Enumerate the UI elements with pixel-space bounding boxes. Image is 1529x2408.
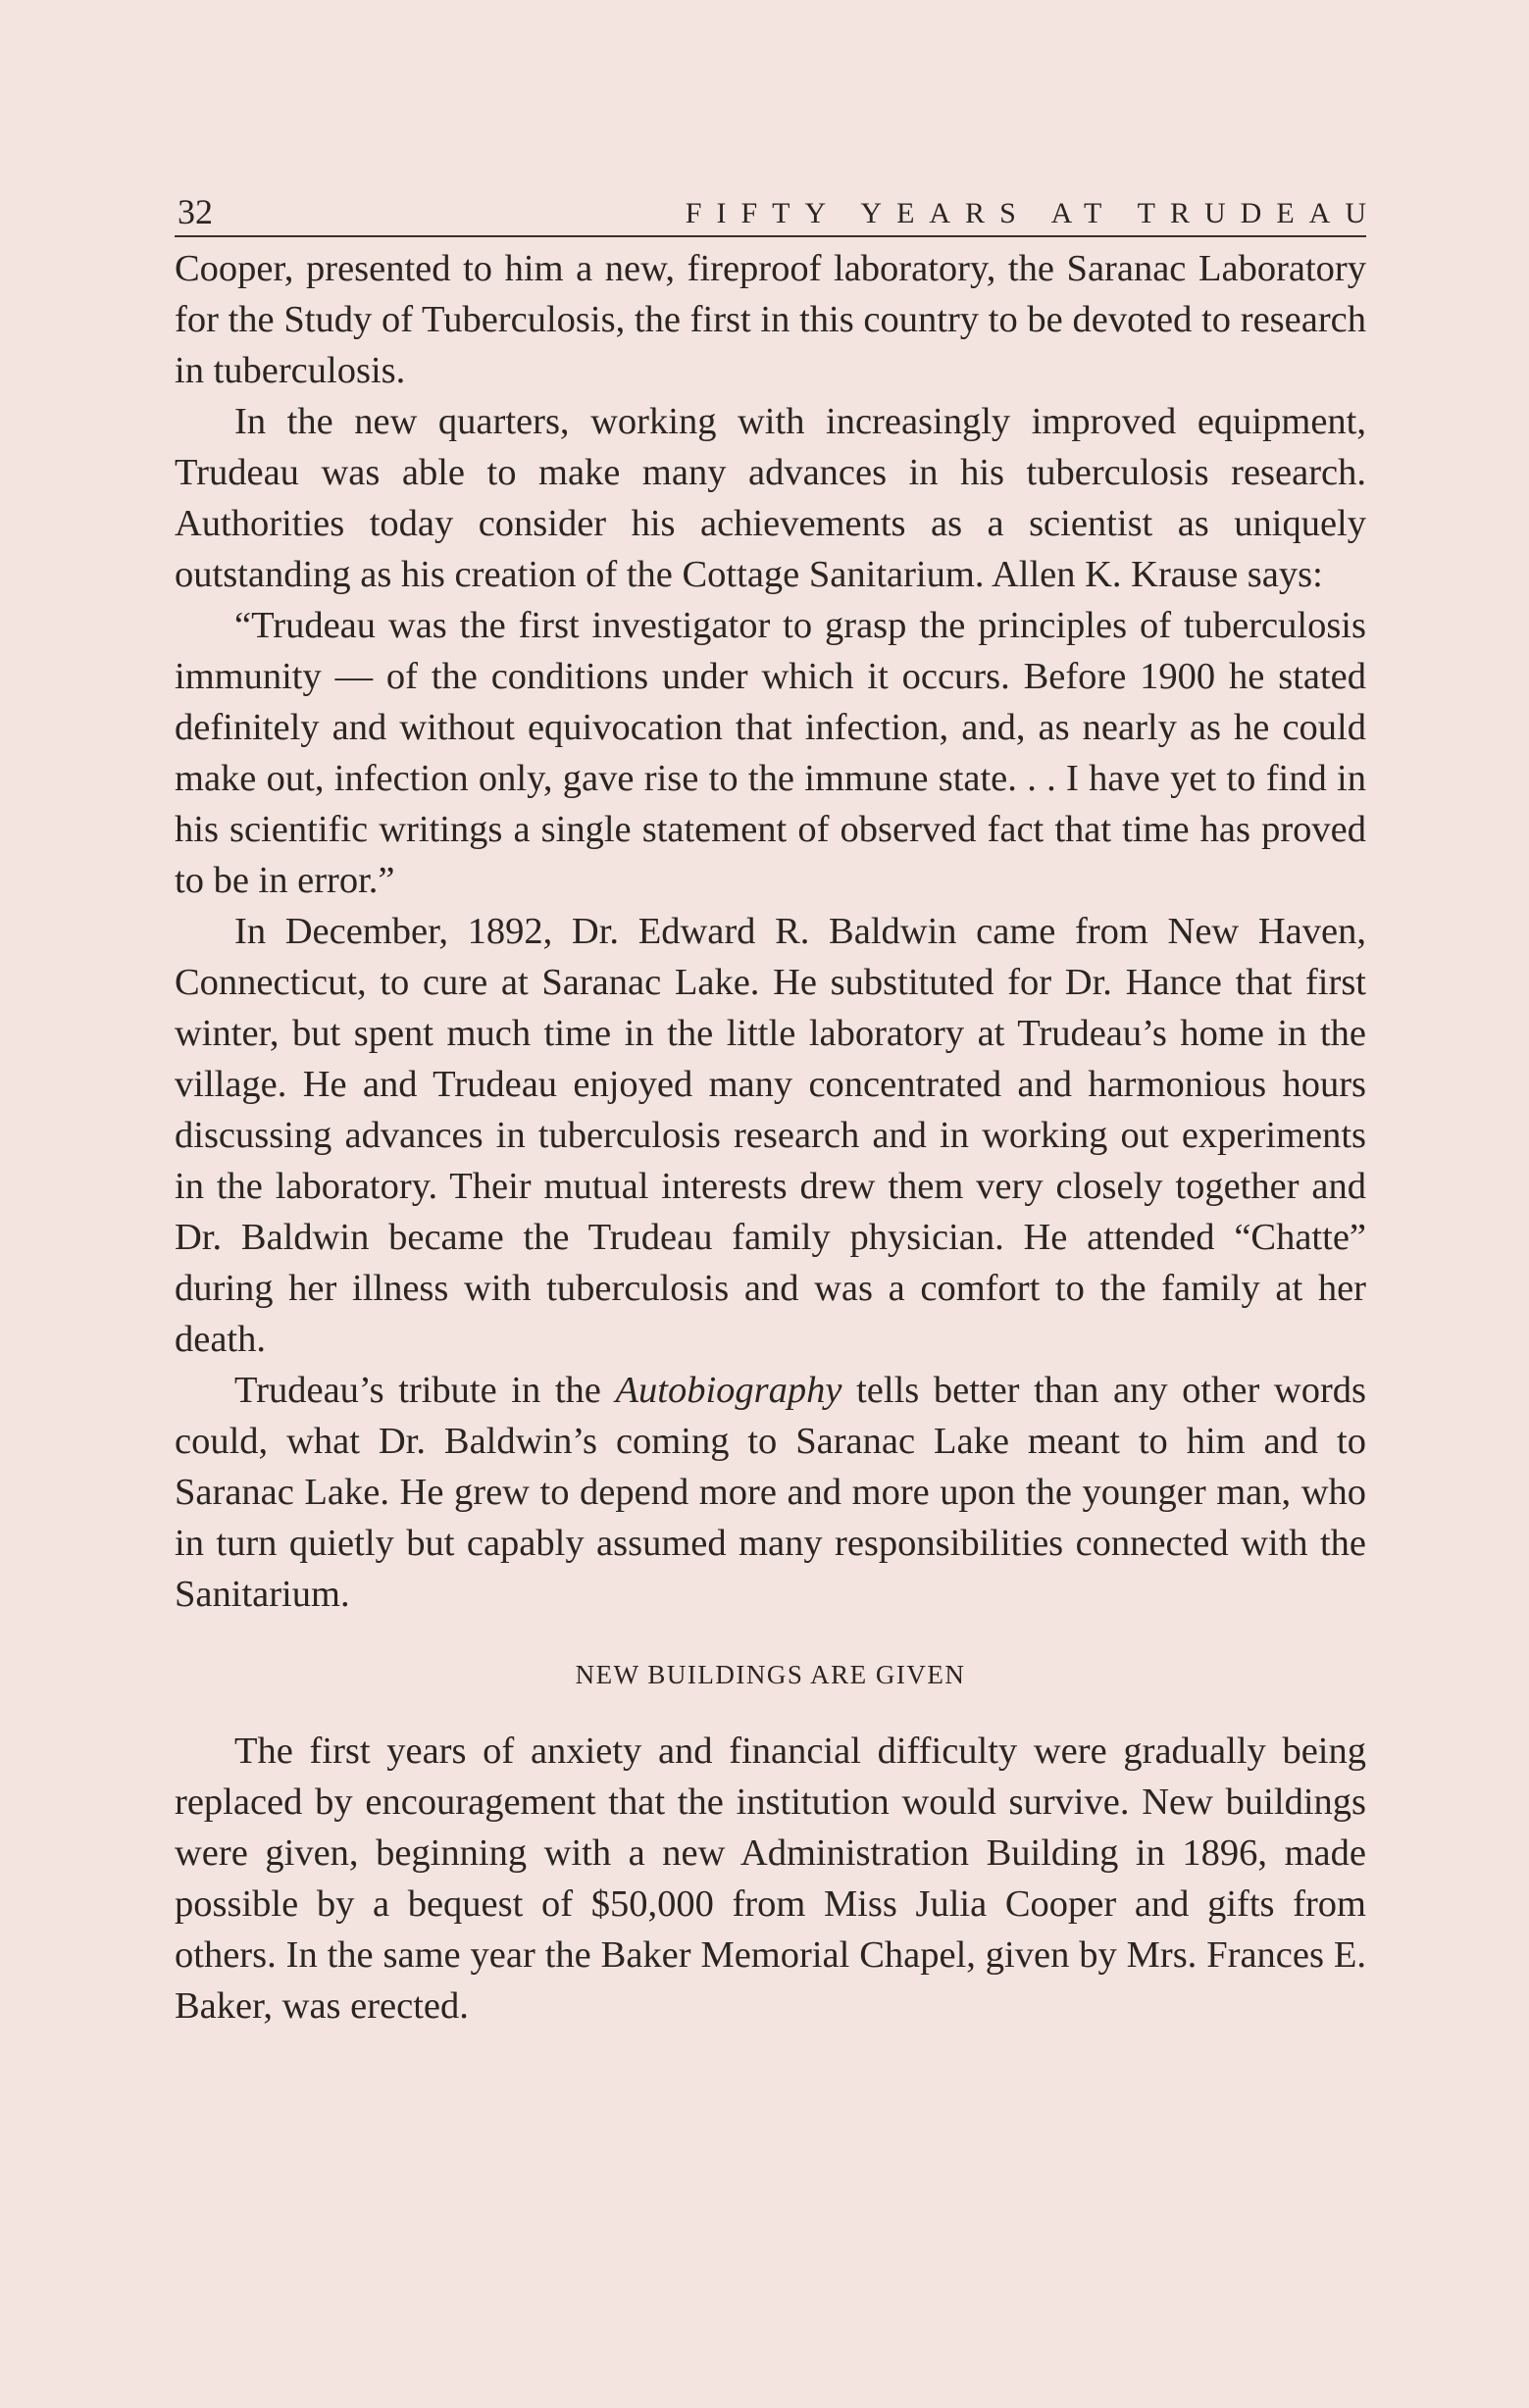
paragraph-continued: Cooper, presented to him a new, fireproof laboratory, the Saranac Laboratory for the Study of Tuberculosis, the first in this country to be devoted to research in tuberculosis.	[175, 248, 1366, 391]
paragraph-new-quarters: In the new quarters, working with increasingly improved equipment, Trudeau was able to make many advances in his tuberculosis research. Authorities today consider his achievements as a scientist as uniquely outstanding as his creation of the Cottage Sanitarium. Allen K. Krause says:	[175, 401, 1366, 595]
running-title: FIFTY YEARS AT TRUDEAU	[685, 197, 1381, 229]
tribute-text-after: tells better than any other words could, what Dr. Baldwin’s coming to Saranac Lake meant to him and to Saranac Lake. He grew to depend more and more upon the younger man, who in turn quietly but capably assumed many responsibilities connected with the Sanitarium.	[175, 1370, 1366, 1615]
body-text	[175, 243, 1366, 2032]
running-head	[175, 186, 1381, 237]
paragraph-autobiography-tribute	[175, 1365, 1366, 1620]
paragraph-krause-quote: “Trudeau was the first investigator to grasp the principles of tuberculosis immunity — of the conditions under which it occurs. Before 1900 he stated definitely and without equivocation that infection, and, as nearly as he could make out, infection only, gave rise to the immune state. . . I have yet to find in his scientific writings a single statement of observed fact that time has proved to be in error.”	[175, 605, 1366, 901]
paragraph-baldwin: In December, 1892, Dr. Edward R. Baldwin came from New Haven, Connecticut, to cure at Saranac Lake. He substituted for Dr. Hance that first winter, but spent much time in the little laboratory at Trudeau’s home in the village. He and Trudeau enjoyed many concentrated and harmonious hours discussing advances in tuberculosis research and in working out experiments in the laboratory. Their mutual interests drew them very closely together and Dr. Baldwin became the Trudeau family physician. He attended “Chatte” during her illness with tuberculosis and was a comfort to the family at her death.	[175, 911, 1366, 1360]
autobiography-title: Autobiography	[615, 1370, 842, 1411]
section-heading: NEW BUILDINGS ARE GIVEN	[575, 1660, 966, 1689]
paragraph-new-buildings: The first years of anxiety and financial difficulty were gradually being replaced by encouragement that the institution would survive. New buildings were given, beginning with a new Administration Building in 1896, made possible by a bequest of $50,000 from Miss Julia Cooper and gifts from others. In the same year the Baker Memorial Chapel, given by Mrs. Frances E. Baker, was erected.	[175, 1731, 1366, 2027]
page-number: 32	[178, 192, 213, 231]
tribute-text-before: Trudeau’s tribute in the	[234, 1370, 616, 1411]
book-page	[175, 186, 1381, 2032]
